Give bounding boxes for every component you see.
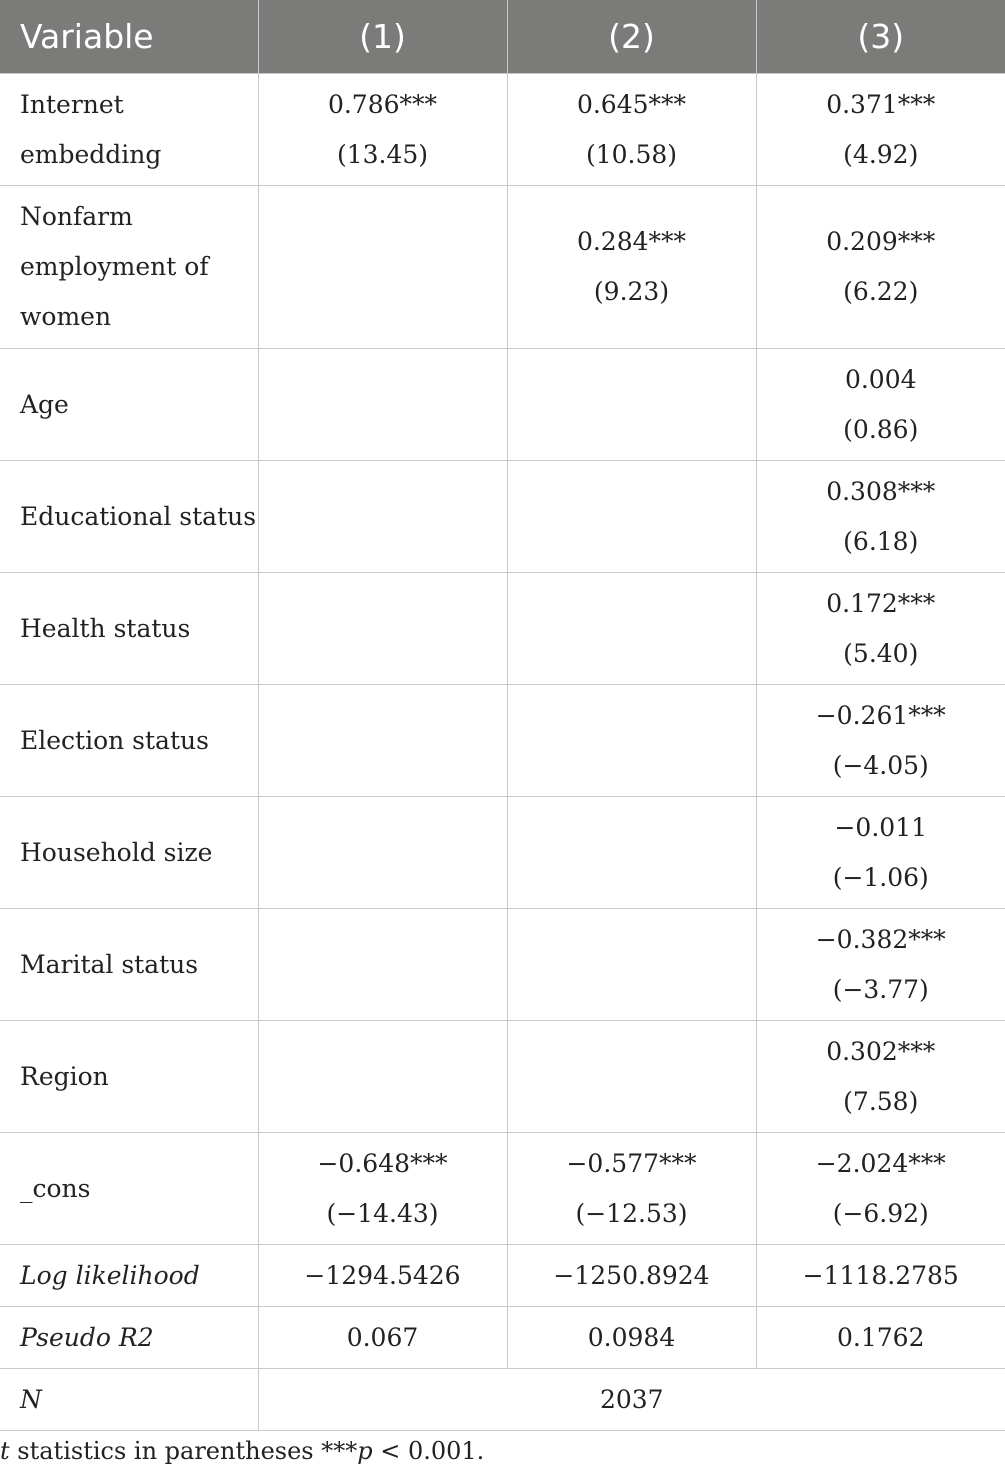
row-label: Log likelihood xyxy=(0,1245,258,1307)
row-label: Pseudo R2 xyxy=(0,1307,258,1369)
header-model-3: (3) xyxy=(756,0,1005,74)
header-model-2: (2) xyxy=(507,0,756,74)
cell-model-1 xyxy=(258,573,507,685)
table-row xyxy=(0,797,1005,909)
coefficient: 0.284*** xyxy=(576,227,687,256)
cell-model-2 xyxy=(507,74,756,186)
t-statistic: (−1.06) xyxy=(832,862,929,892)
cell-model-2 xyxy=(507,349,756,461)
header-variable: Variable xyxy=(0,0,258,74)
coefficient: −0.011 xyxy=(834,812,928,842)
t-statistic: (10.58) xyxy=(585,139,678,169)
t-symbol: t xyxy=(0,1437,10,1465)
cell-model-3 xyxy=(756,1133,1005,1245)
row-label xyxy=(0,74,258,186)
row-label: Educational status xyxy=(0,461,258,573)
footnote-text: statistics in parentheses *** xyxy=(9,1437,358,1465)
table-row xyxy=(0,573,1005,685)
row-label-line: Nonfarm xyxy=(20,202,133,231)
coefficient: −2.024*** xyxy=(815,1148,946,1178)
cell-model-3 xyxy=(756,349,1005,461)
cell-model-2 xyxy=(507,685,756,797)
p-symbol: p xyxy=(357,1437,373,1465)
cell-model-2 xyxy=(507,186,756,349)
row-label: Age xyxy=(0,349,258,461)
cell-model-2 xyxy=(507,1021,756,1133)
cell-model-2 xyxy=(507,1133,756,1245)
cell-model-1 xyxy=(258,685,507,797)
t-statistic: (−4.05) xyxy=(832,750,929,780)
table-row xyxy=(0,461,1005,573)
row-label: Region xyxy=(0,1021,258,1133)
cell-model-2: −1250.8924 xyxy=(507,1245,756,1307)
coefficient: −0.382*** xyxy=(815,924,946,954)
row-label-line: employment of xyxy=(20,252,209,281)
cell-model-1 xyxy=(258,349,507,461)
cell-model-1 xyxy=(258,1133,507,1245)
cell-model-2 xyxy=(507,573,756,685)
row-label: Marital status xyxy=(0,909,258,1021)
table-row xyxy=(0,1133,1005,1245)
table-row xyxy=(0,186,1005,349)
t-statistic: (−3.77) xyxy=(832,974,929,1004)
t-statistic: (6.18) xyxy=(843,526,919,556)
row-label: _cons xyxy=(0,1133,258,1245)
t-statistic: (4.92) xyxy=(843,139,919,169)
t-statistic: (−6.92) xyxy=(832,1198,929,1228)
t-statistic: (9.23) xyxy=(593,277,670,306)
table-row xyxy=(0,909,1005,1021)
cell-model-1: −1294.5426 xyxy=(258,1245,507,1307)
t-statistic: (−12.53) xyxy=(575,1198,688,1228)
header-row xyxy=(0,0,1005,74)
t-statistic: (−14.43) xyxy=(326,1198,439,1228)
row-label: Health status xyxy=(0,573,258,685)
cell-model-2 xyxy=(507,461,756,573)
t-statistic: (5.40) xyxy=(843,638,919,668)
cell-model-3 xyxy=(756,685,1005,797)
cell-model-3 xyxy=(756,74,1005,186)
row-label-line: embedding xyxy=(20,139,162,169)
cell-model-2 xyxy=(507,797,756,909)
cell-model-3 xyxy=(756,461,1005,573)
cell-model-1 xyxy=(258,797,507,909)
t-statistic: (7.58) xyxy=(843,1086,919,1116)
coefficient: 0.172*** xyxy=(826,588,936,618)
cell-model-3 xyxy=(756,186,1005,349)
log-likelihood-row xyxy=(0,1245,1005,1307)
cell-model-3 xyxy=(756,573,1005,685)
cell-model-3 xyxy=(756,797,1005,909)
t-statistic: (6.22) xyxy=(843,277,919,306)
coefficient: 0.209*** xyxy=(826,227,936,256)
pseudo-r2-row xyxy=(0,1307,1005,1369)
coefficient: 0.004 xyxy=(844,364,917,394)
cell-model-1: 0.067 xyxy=(258,1307,507,1369)
cell-model-1 xyxy=(258,909,507,1021)
table-row xyxy=(0,685,1005,797)
row-label: Household size xyxy=(0,797,258,909)
footnote-threshold: < 0.001. xyxy=(372,1437,485,1465)
coefficient: −0.577*** xyxy=(566,1148,697,1178)
cell-model-1 xyxy=(258,186,507,349)
header-model-1: (1) xyxy=(258,0,507,74)
table-body xyxy=(0,74,1005,1431)
table-footnote xyxy=(0,1437,484,1465)
table-row xyxy=(0,1021,1005,1133)
cell-model-3: 0.1762 xyxy=(756,1307,1005,1369)
cell-model-1 xyxy=(258,461,507,573)
cell-model-1 xyxy=(258,1021,507,1133)
table-header xyxy=(0,0,1005,74)
row-label: N xyxy=(0,1369,258,1431)
coefficient: −0.261*** xyxy=(815,700,946,730)
row-label: Election status xyxy=(0,685,258,797)
row-label-line: Internet xyxy=(20,89,124,119)
coefficient: 0.645*** xyxy=(576,89,687,119)
cell-model-2 xyxy=(507,909,756,1021)
t-statistic: (13.45) xyxy=(336,139,429,169)
cell-model-3 xyxy=(756,909,1005,1021)
coefficient: −0.648*** xyxy=(317,1148,448,1178)
coefficient: 0.308*** xyxy=(826,476,936,506)
coefficient: 0.371*** xyxy=(826,89,936,119)
table-row xyxy=(0,74,1005,186)
t-statistic: (0.86) xyxy=(843,414,919,444)
row-label-line: women xyxy=(20,302,112,331)
cell-model-2: 0.0984 xyxy=(507,1307,756,1369)
cell-model-3: −1118.2785 xyxy=(756,1245,1005,1307)
coefficient: 0.302*** xyxy=(826,1036,936,1066)
coefficient: 0.786*** xyxy=(327,89,438,119)
n-value: 2037 xyxy=(258,1369,1005,1431)
cell-model-1 xyxy=(258,74,507,186)
cell-model-3 xyxy=(756,1021,1005,1133)
n-row xyxy=(0,1369,1005,1431)
row-label xyxy=(0,186,258,349)
table-row xyxy=(0,349,1005,461)
